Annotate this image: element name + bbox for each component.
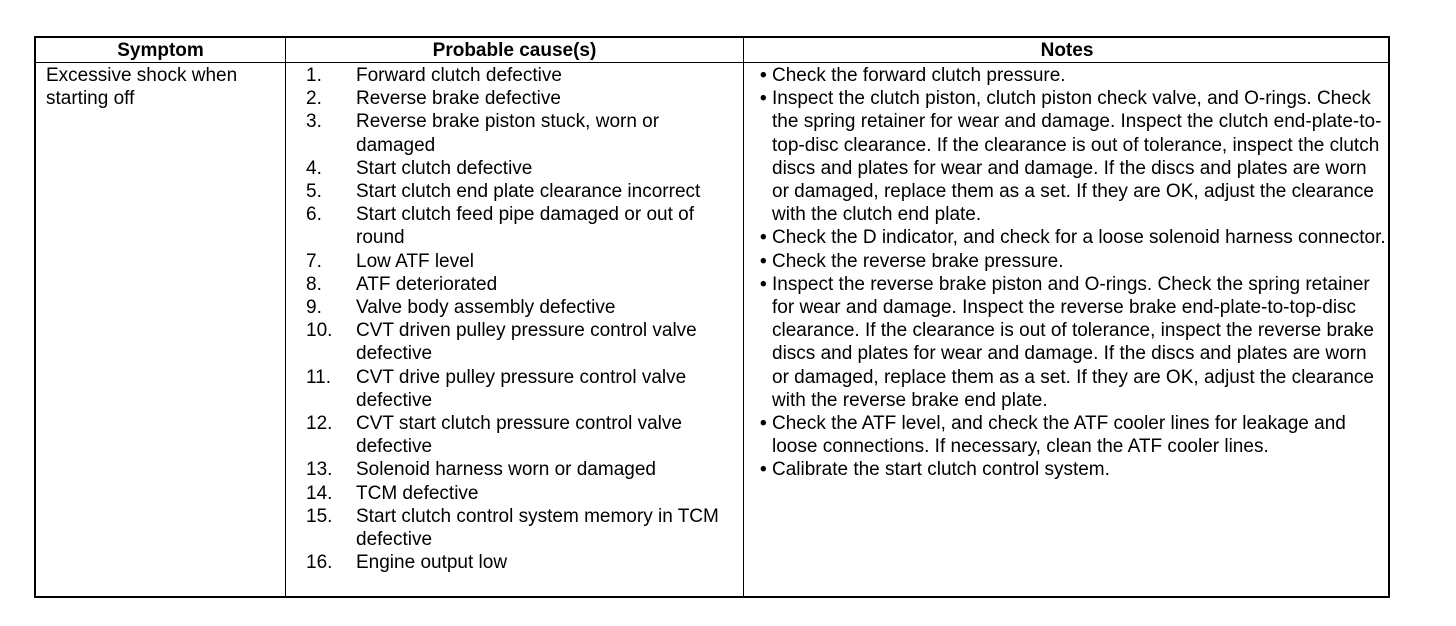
- header-notes: Notes: [1040, 40, 1094, 61]
- note-item: [746, 250, 1386, 273]
- note-text: Calibrate the start clutch control system.: [772, 459, 1110, 481]
- cause-number: 12.: [306, 413, 333, 435]
- cause-number: 15.: [306, 505, 333, 527]
- note-text: Check the D indicator, and check for a loose solenoid harness connector.: [772, 227, 1386, 249]
- header-probable-causes: Probable cause(s): [432, 40, 597, 61]
- cause-text: ATF deteriorated: [356, 273, 498, 295]
- note-text: Inspect the reverse brake piston and O-rings. Check the spring retainer for wear and damage. Inspect the reverse brake end-plate-to-top-disc clearance. If the clearance is out of tolerance, inspect the reverse brake discs and plates for wear and damage. If the discs and plates are worn or damaged, replace them as a set. If they are OK, adjust the clearance with the reverse brake end plate.: [772, 273, 1374, 411]
- cause-item: [300, 64, 740, 87]
- cause-number: 8.: [306, 273, 322, 295]
- cause-item: [300, 482, 740, 505]
- symptom-text: Excessive shock when starting off: [46, 65, 238, 110]
- cause-item: [300, 296, 740, 319]
- note-item: [746, 458, 1386, 481]
- cause-item: [300, 319, 740, 365]
- bullet-icon: •: [760, 250, 767, 272]
- cause-number: 14.: [306, 482, 333, 504]
- cause-number: 2.: [306, 88, 322, 110]
- cause-text: TCM defective: [356, 482, 479, 504]
- header-symptom: Symptom: [117, 40, 204, 61]
- cause-number: 4.: [306, 157, 322, 179]
- cause-item: [300, 412, 740, 458]
- cause-number: 5.: [306, 181, 322, 203]
- cause-number: 13.: [306, 459, 333, 481]
- cause-number: 1.: [306, 65, 322, 86]
- bullet-icon: •: [760, 88, 767, 110]
- cause-number: 7.: [306, 250, 322, 272]
- cause-number: 16.: [306, 552, 333, 574]
- cause-item: [300, 180, 740, 203]
- cause-item: [300, 250, 740, 273]
- cause-number: 11.: [306, 366, 332, 388]
- cause-item: [300, 157, 740, 180]
- cause-item: [300, 203, 740, 249]
- cause-text: Start clutch control system memory in TCM defective: [356, 505, 719, 551]
- note-item: [746, 412, 1386, 458]
- bullet-icon: •: [760, 273, 767, 295]
- cause-text: Low ATF level: [356, 250, 474, 272]
- cause-item: [300, 87, 740, 110]
- bullet-icon: •: [760, 65, 767, 86]
- cause-item: [300, 110, 740, 156]
- cause-text: Start clutch defective: [356, 157, 533, 179]
- cause-text: Engine output low: [356, 552, 508, 574]
- cause-text: Start clutch feed pipe damaged or out of round: [356, 204, 694, 249]
- notes-list: [746, 64, 1386, 482]
- header-divider: [36, 62, 1388, 63]
- note-item: [746, 226, 1386, 249]
- cause-text: Solenoid harness worn or damaged: [356, 459, 656, 481]
- cause-number: 9.: [306, 297, 322, 319]
- column-divider: [743, 38, 744, 596]
- cause-text: CVT driven pulley pressure control valve defective: [356, 320, 697, 365]
- probable-causes-list: [300, 64, 740, 574]
- cause-text: CVT start clutch pressure control valve defective: [356, 413, 682, 458]
- cause-text: Valve body assembly defective: [356, 297, 616, 319]
- cause-item: [300, 505, 740, 551]
- note-item: [746, 87, 1386, 226]
- bullet-icon: •: [760, 459, 767, 481]
- note-text: Inspect the clutch piston, clutch piston check valve, and O-rings. Check the spring retainer for wear and damage. Inspect the clutch end-plate-to-top-disc clearance. If the clearance is out of tolerance, inspect the clutch discs and plates for wear and damage. If the discs and plates are worn or damaged, replace them as a set. If they are OK, adjust the clearance with the clutch end plate.: [772, 88, 1382, 226]
- cause-number: 6.: [306, 204, 322, 226]
- note-item: [746, 64, 1386, 87]
- cause-item: [300, 366, 740, 412]
- cause-item: [300, 551, 740, 574]
- troubleshooting-table: [34, 36, 1390, 598]
- cause-text: Forward clutch defective: [356, 65, 562, 86]
- note-text: Check the ATF level, and check the ATF cooler lines for leakage and loose connections. If necessary, clean the ATF cooler lines.: [772, 413, 1346, 458]
- bullet-icon: •: [760, 227, 767, 249]
- cause-text: Start clutch end plate clearance incorrect: [356, 181, 701, 203]
- cause-text: CVT drive pulley pressure control valve defective: [356, 366, 687, 411]
- note-text: Check the forward clutch pressure.: [772, 65, 1066, 86]
- cause-text: Reverse brake piston stuck, worn or damaged: [356, 111, 660, 156]
- cause-item: [300, 458, 740, 481]
- note-item: [746, 273, 1386, 412]
- cause-number: 10.: [306, 320, 333, 342]
- bullet-icon: •: [760, 413, 767, 435]
- cause-item: [300, 273, 740, 296]
- cause-number: 3.: [306, 111, 322, 133]
- note-text: Check the reverse brake pressure.: [772, 250, 1064, 272]
- column-divider: [285, 38, 286, 596]
- cause-text: Reverse brake defective: [356, 88, 561, 110]
